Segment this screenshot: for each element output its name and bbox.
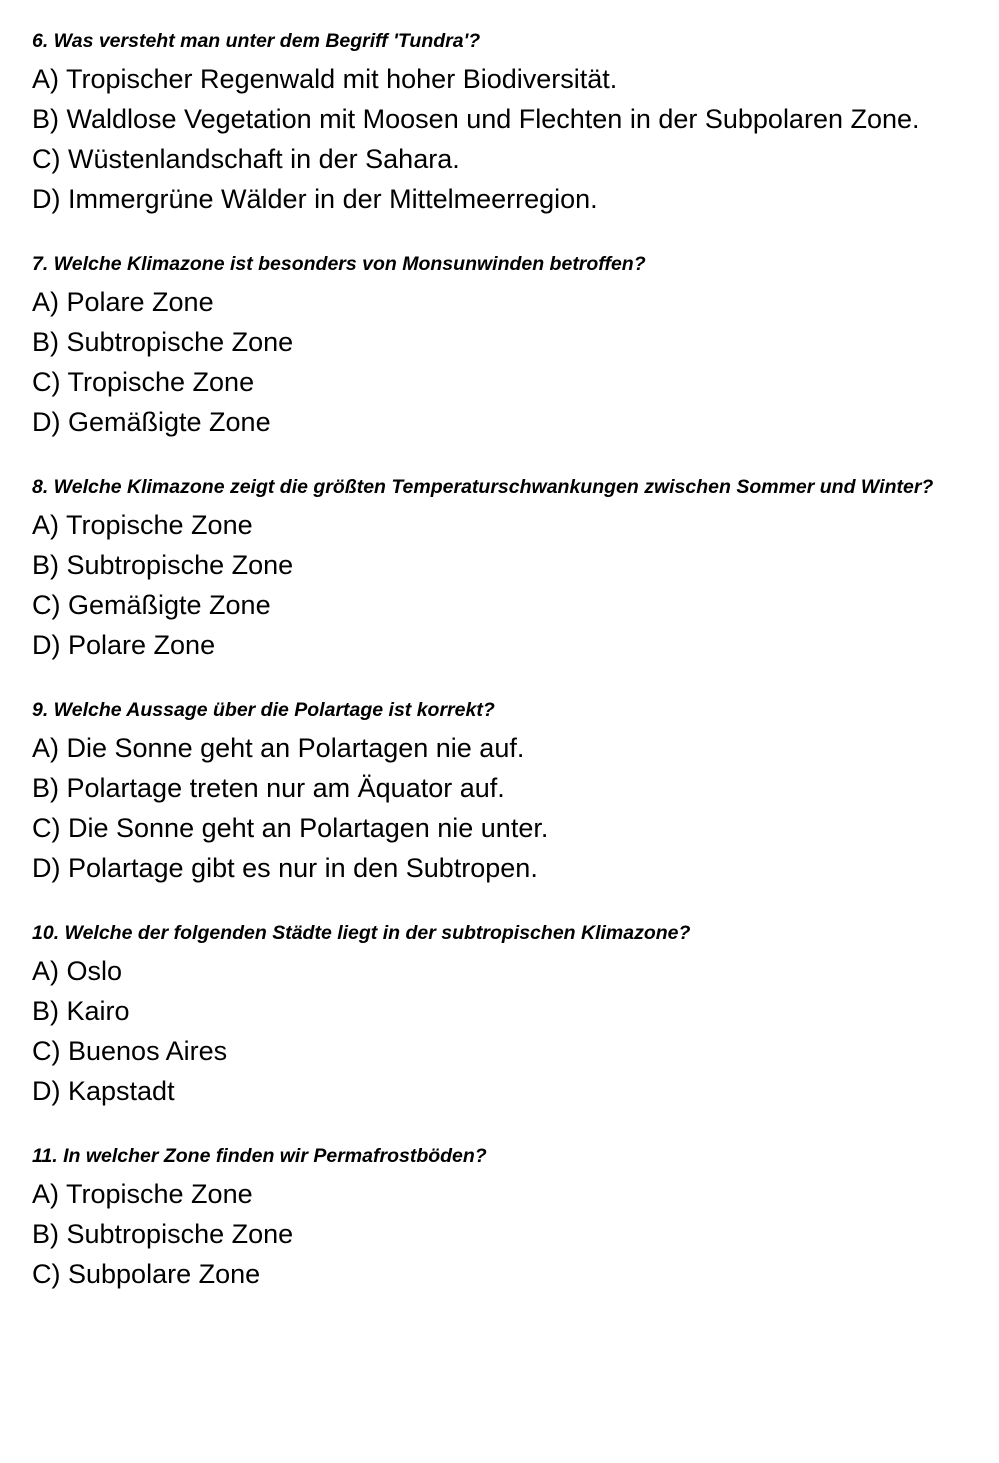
answer-option-d: D) Polartage gibt es nur in den Subtropen.	[32, 853, 538, 883]
answer-option-d: D) Kapstadt	[32, 1076, 175, 1106]
answer-option-b: B) Kairo	[32, 996, 130, 1026]
answer-option-c: C) Wüstenlandschaft in der Sahara.	[32, 144, 460, 174]
answer-option-c: C) Buenos Aires	[32, 1036, 228, 1066]
answer-options	[32, 505, 939, 665]
answer-option-b: B) Subtropische Zone	[32, 1219, 294, 1249]
answer-option-b: B) Subtropische Zone	[32, 550, 294, 580]
spacer	[32, 1111, 939, 1145]
answer-option-a: A) Tropische Zone	[32, 510, 253, 540]
answer-option-c: C) Gemäßigte Zone	[32, 590, 271, 620]
answer-options	[32, 1174, 939, 1294]
answer-options	[32, 282, 939, 442]
answer-option-b: B) Polartage treten nur am Äquator auf.	[32, 773, 505, 803]
answer-option-c: C) Subpolare Zone	[32, 1259, 261, 1289]
answer-option-b: B) Waldlose Vegetation mit Moosen und Flechten in der Subpolaren Zone.	[32, 104, 920, 134]
question-8	[32, 476, 939, 665]
spacer	[32, 888, 939, 922]
question-7	[32, 253, 939, 442]
question-11	[32, 1145, 939, 1294]
question-6	[32, 30, 939, 219]
answer-option-c: C) Tropische Zone	[32, 367, 255, 397]
answer-option-a: A) Tropische Zone	[32, 1179, 253, 1209]
question-9	[32, 699, 939, 888]
answer-options	[32, 59, 939, 219]
answer-option-c: C) Die Sonne geht an Polartagen nie unter.	[32, 813, 549, 843]
question-title: 8. Welche Klimazone zeigt die größten Temperaturschwankungen zwischen Sommer und Winter?	[32, 476, 934, 498]
answer-option-d: D) Immergrüne Wälder in der Mittelmeerregion.	[32, 184, 598, 214]
answer-options	[32, 951, 939, 1111]
answer-option-a: A) Oslo	[32, 956, 123, 986]
answer-option-a: A) Polare Zone	[32, 287, 214, 317]
question-title: 7. Welche Klimazone ist besonders von Monsunwinden betroffen?	[32, 253, 646, 275]
answer-option-a: A) Tropischer Regenwald mit hoher Biodiversität.	[32, 64, 618, 94]
spacer	[32, 442, 939, 476]
answer-option-a: A) Die Sonne geht an Polartagen nie auf.	[32, 733, 525, 763]
question-10	[32, 922, 939, 1111]
spacer	[32, 219, 939, 253]
question-title: 6. Was versteht man unter dem Begriff 'Tundra'?	[32, 30, 481, 52]
answer-option-b: B) Subtropische Zone	[32, 327, 294, 357]
question-title: 10. Welche der folgenden Städte liegt in der subtropischen Klimazone?	[32, 922, 691, 944]
question-title: 9. Welche Aussage über die Polartage ist korrekt?	[32, 699, 495, 721]
spacer	[32, 665, 939, 699]
question-title: 11. In welcher Zone finden wir Permafrostböden?	[32, 1145, 487, 1167]
answer-option-d: D) Polare Zone	[32, 630, 216, 660]
answer-option-d: D) Gemäßigte Zone	[32, 407, 271, 437]
answer-options	[32, 728, 939, 888]
